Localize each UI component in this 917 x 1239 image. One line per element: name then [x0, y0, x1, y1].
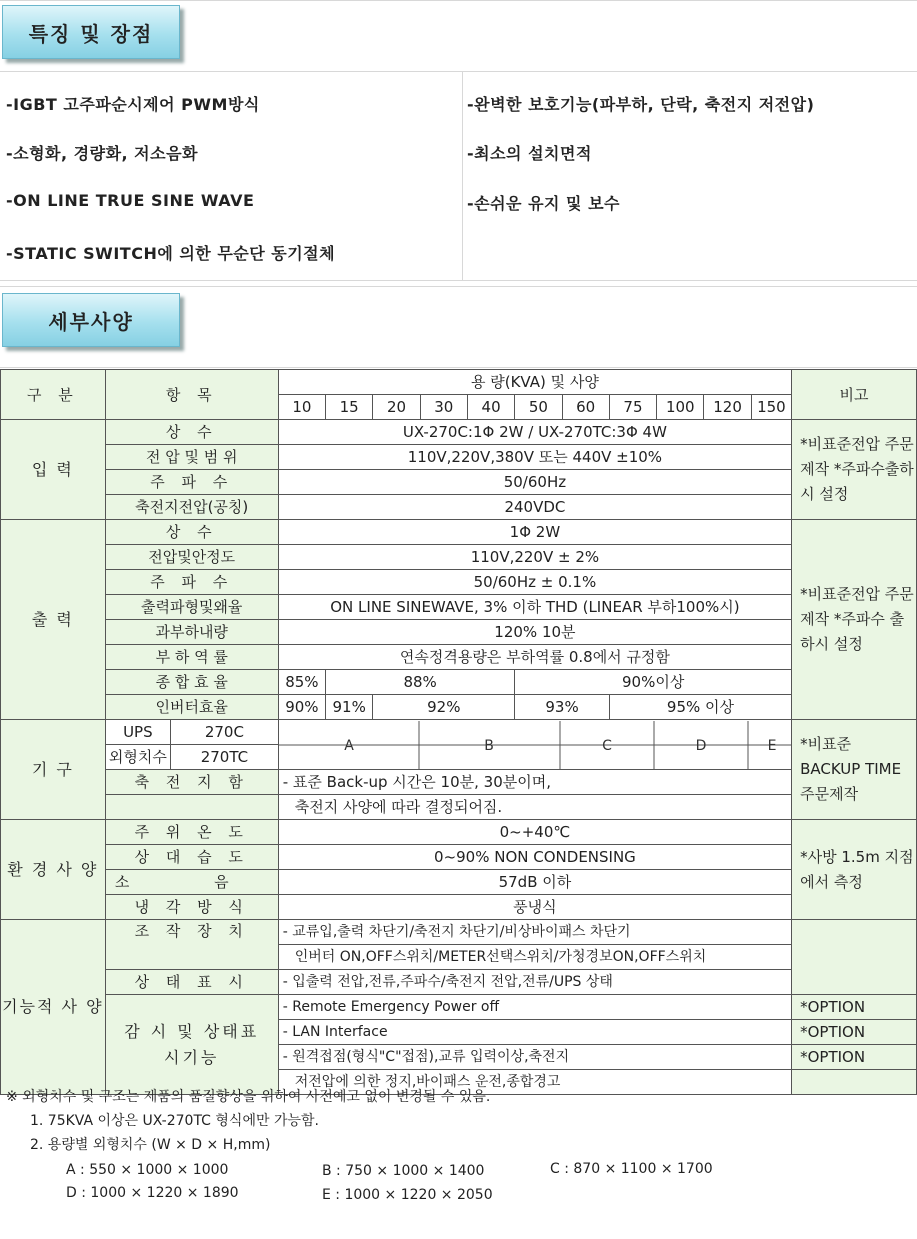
note-mech: *비표준 BACKUP TIME 주문제작: [792, 720, 917, 820]
inverter-efficiency-value: 93%: [515, 695, 610, 720]
option-note: *OPTION: [792, 1045, 917, 1070]
efficiency-value: 85%: [278, 670, 325, 695]
inverter-efficiency-value: 91%: [326, 695, 373, 720]
item-label: 상 대 습 도: [105, 845, 278, 870]
item-label: 전압및안정도: [105, 545, 278, 570]
item-label: 출력파형및왜율: [105, 595, 278, 620]
monitor-line: - Remote Emergency Power off: [278, 995, 791, 1020]
spec-value: 57dB 이하: [278, 870, 791, 895]
spec-value: 120% 10분: [278, 620, 791, 645]
capacity-cell: 75: [609, 395, 656, 420]
capacity-cell: 150: [751, 395, 791, 420]
spec-header-bar: [0, 286, 917, 368]
monitor-line: - 원격접점(형식"C"접점),교류 입력이상,축전지: [278, 1045, 791, 1070]
spec-value: 50/60Hz ± 0.1%: [278, 570, 791, 595]
item-label: 상 수: [105, 420, 278, 445]
ups-label: UPS: [105, 720, 170, 745]
status-line: - 입출력 전압,전류,주파수/축전지 전압,전류/UPS 상태: [278, 970, 791, 995]
header-gubun: 구 분: [1, 370, 106, 420]
section-title-spec: 세부사양: [2, 293, 180, 347]
operation-line: 인버터 ON,OFF스위치/METER선택스위치/가청경보ON,OFF스위치: [278, 945, 791, 970]
spec-value: 240VDC: [278, 495, 791, 520]
inverter-efficiency-value: 92%: [373, 695, 515, 720]
item-label: 소 음: [105, 870, 278, 895]
dimension-d: D : 1000 × 1220 × 1890: [66, 1185, 239, 1201]
section-title-features: 특징 및 장점: [2, 5, 180, 59]
features-right-column: [463, 72, 917, 280]
inverter-efficiency-value: 90%: [278, 695, 325, 720]
spec-value: 1Φ 2W: [278, 520, 791, 545]
efficiency-value: 88%: [326, 670, 515, 695]
dim-letter: A: [343, 737, 354, 754]
dimension-letters: [278, 720, 791, 770]
battery-line: - 표준 Back-up 시간은 10분, 30분이며,: [278, 770, 791, 795]
features-panel: [0, 72, 917, 281]
monitor-line: 저전압에 의한 정지,바이패스 운전,종합경고: [278, 1070, 791, 1095]
capacity-cell: 20: [373, 395, 420, 420]
item-label: 상 수: [105, 520, 278, 545]
item-label: 축 전 지 함: [105, 770, 278, 795]
battery-line: 축전지 사양에 따라 결정되어짐.: [278, 795, 791, 820]
note-input: *비표준전압 주문제작 *주파수출하시 설정: [792, 420, 917, 520]
spec-value: 0~+40℃: [278, 820, 791, 845]
efficiency-value: 90%이상: [515, 670, 792, 695]
item-label: 주 위 온 도: [105, 820, 278, 845]
capacity-cell: 60: [562, 395, 609, 420]
feature-item: -소형화, 경량화, 저소음화: [6, 144, 198, 163]
feature-item: -ON LINE TRUE SINE WAVE: [6, 191, 255, 210]
capacity-cell: 40: [467, 395, 514, 420]
spec-table: [0, 369, 917, 1095]
dimension-label: 외형치수: [105, 745, 170, 770]
monitor-line: - LAN Interface: [278, 1020, 791, 1045]
header-item: 항 목: [105, 370, 278, 420]
capacity-cell: 50: [515, 395, 562, 420]
header-capacity: 용 량(KVA) 및 사양: [278, 370, 791, 395]
item-label: 축전지전압(공칭): [105, 495, 278, 520]
item-label: 종 합 효 율: [105, 670, 278, 695]
item-label: 인버터효율: [105, 695, 278, 720]
feature-item: -최소의 설치면적: [467, 144, 592, 163]
inverter-efficiency-value: 95% 이상: [609, 695, 791, 720]
note-output: *비표준전압 주문제작 *주파수 출하시 설정: [792, 520, 917, 720]
footer-note-1: 1. 75KVA 이상은 UX-270TC 형식에만 가능함.: [30, 1113, 319, 1129]
spec-value: 풍냉식: [278, 895, 791, 920]
header-note: 비고: [792, 370, 917, 420]
spec-value: UX-270C:1Φ 2W / UX-270TC:3Φ 4W: [278, 420, 791, 445]
capacity-cell: 120: [704, 395, 751, 420]
option-note: *OPTION: [792, 1020, 917, 1045]
dim-letter: B: [483, 737, 494, 754]
item-label: 과부하내량: [105, 620, 278, 645]
spec-value: 50/60Hz: [278, 470, 791, 495]
item-label: 전 압 및 범 위: [105, 445, 278, 470]
spec-value: 연속정격용량은 부하역률 0.8에서 규정함: [278, 645, 791, 670]
category-output: 출 력: [1, 520, 106, 720]
item-label: 부 하 역 률: [105, 645, 278, 670]
category-env: 환 경 사 양: [1, 820, 106, 920]
option-note-empty: [792, 1070, 917, 1095]
note-env: *사방 1.5m 지점에서 측정: [792, 820, 917, 920]
feature-item: -손쉬운 유지 및 보수: [467, 194, 620, 213]
features-left-column: [0, 72, 463, 280]
capacity-cell: 15: [326, 395, 373, 420]
dimension-lines: [279, 721, 792, 769]
category-mech: 기 구: [1, 720, 106, 820]
footer-note-2: 2. 용량별 외형치수 (W × D × H,mm): [30, 1137, 271, 1153]
capacity-cell: 30: [420, 395, 467, 420]
option-note: *OPTION: [792, 995, 917, 1020]
capacity-cell: 100: [657, 395, 704, 420]
capacity-cell: 10: [278, 395, 325, 420]
category-input: 입 력: [1, 420, 106, 520]
dim-letter: E: [767, 737, 777, 754]
spec-value: ON LINE SINEWAVE, 3% 이하 THD (LINEAR 부하100%시): [278, 595, 791, 620]
feature-item: -완벽한 보호기능(파부하, 단락, 축전지 저전압): [467, 95, 815, 114]
operation-line: - 교류입,출력 차단기/축전지 차단기/비상바이패스 차단기: [278, 920, 791, 945]
spec-value: 0~90% NON CONDENSING: [278, 845, 791, 870]
dimension-a: A : 550 × 1000 × 1000: [66, 1162, 229, 1178]
model-270tc: 270TC: [171, 745, 279, 770]
dim-letter: D: [695, 737, 707, 754]
model-270c: 270C: [171, 720, 279, 745]
dim-letter: C: [601, 737, 612, 754]
item-label: 냉 각 방 식: [105, 895, 278, 920]
category-func: 기능적 사 양: [1, 920, 106, 1095]
footer-disclaimer: ※ 외형치수 및 구조는 제품의 품질향상을 위하여 사전예고 없이 변경될 수 있음.: [6, 1089, 491, 1105]
note-func-empty: [792, 920, 917, 995]
features-header-bar: [0, 0, 917, 72]
feature-item: -STATIC SWITCH에 의한 무순단 동기절체: [6, 244, 336, 263]
dimension-e: E : 1000 × 1220 × 2050: [322, 1187, 493, 1203]
item-label: 주 파 수: [105, 570, 278, 595]
dimension-b: B : 750 × 1000 × 1400: [322, 1163, 485, 1179]
item-label: 주 파 수: [105, 470, 278, 495]
spec-value: 110V,220V ± 2%: [278, 545, 791, 570]
item-label: 감 시 및 상태표시기능: [105, 995, 278, 1095]
item-label: 조 작 장 치: [105, 920, 278, 970]
dimension-c: C : 870 × 1100 × 1700: [550, 1161, 713, 1177]
spec-value: 110V,220V,380V 또는 440V ±10%: [278, 445, 791, 470]
feature-item: -IGBT 고주파순시제어 PWM방식: [6, 95, 260, 114]
item-label-empty: [105, 795, 278, 820]
item-label: 상 태 표 시: [105, 970, 278, 995]
